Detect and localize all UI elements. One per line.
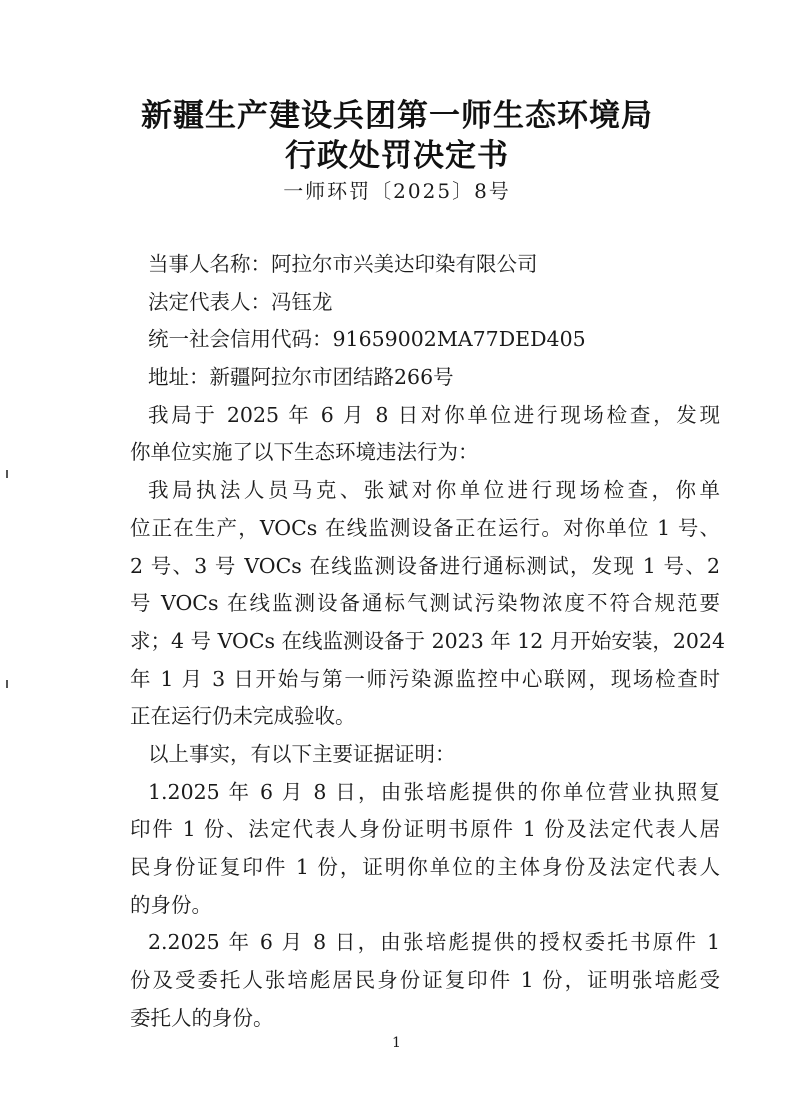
scan-mark: [6, 470, 8, 478]
paragraph-line: 位正在生产，VOCs 在线监测设备正在运行。对你单位 1 号、: [130, 515, 720, 540]
page-number: 1: [392, 1035, 401, 1051]
paragraph-line: 正在运行仍未完成验收。: [130, 704, 356, 729]
field-legal-rep: 法定代表人：冯钰龙: [148, 289, 333, 314]
paragraph-line: 年 1 月 3 日开始与第一师污染源监控中心联网，现场检查时: [130, 666, 720, 691]
paragraphs: [130, 397, 726, 1038]
paragraph-line: 求；4 号 VOCs 在线监测设备于 2023 年 12 月开始安装，2024: [130, 628, 726, 653]
paragraph-line: 你单位实施了以下生态环境违法行为：: [130, 440, 479, 465]
paragraph-line: 委托人的身份。: [130, 1005, 274, 1030]
paragraph-line: 民身份证复印件 1 份，证明你单位的主体身份及法定代表人: [130, 855, 720, 879]
paragraph-line: 印件 1 份、法定代表人身份证明书原件 1 份及法定代表人居: [130, 817, 720, 842]
paragraph-line: 我局执法人员马克、张斌对你单位进行现场检查，你单: [148, 478, 720, 503]
field-party-name: 当事人名称：阿拉尔市兴美达印染有限公司: [148, 252, 538, 276]
paragraph-line: 我局于 2025 年 6 月 8 日对你单位进行现场检查，发现: [148, 402, 720, 427]
scan-mark: [6, 680, 8, 688]
paragraph-line: 的身份。: [130, 892, 212, 917]
paragraph-line: 号 VOCs 在线监测设备通标气测试污染物浓度不符合规范要: [130, 591, 720, 616]
paragraph-line: 1.2025 年 6 月 8 日，由张培彪提供的你单位营业执照复: [148, 779, 720, 804]
field-address: 地址：新疆阿拉尔市团结路266号: [148, 365, 454, 390]
paragraph-line: 份及受委托人张培彪居民身份证复印件 1 份，证明张培彪受: [130, 968, 720, 993]
paragraph-line: 以上事实，有以下主要证据证明：: [148, 741, 456, 766]
document-number: 一师环罚〔2025〕8号: [283, 179, 511, 203]
paragraph-line: 2.2025 年 6 月 8 日，由张培彪提供的授权委托书原件 1: [148, 930, 720, 955]
document-body: [130, 246, 726, 1037]
document-subtitle: 行政处罚决定书: [285, 138, 509, 174]
document-title: 新疆生产建设兵团第一师生态环境局: [141, 98, 653, 134]
paragraph-line: 2 号、3 号 VOCs 在线监测设备进行通标测试，发现 1 号、2: [130, 553, 720, 578]
field-credit-code: 统一社会信用代码：91659002MA77DED405: [148, 327, 586, 352]
